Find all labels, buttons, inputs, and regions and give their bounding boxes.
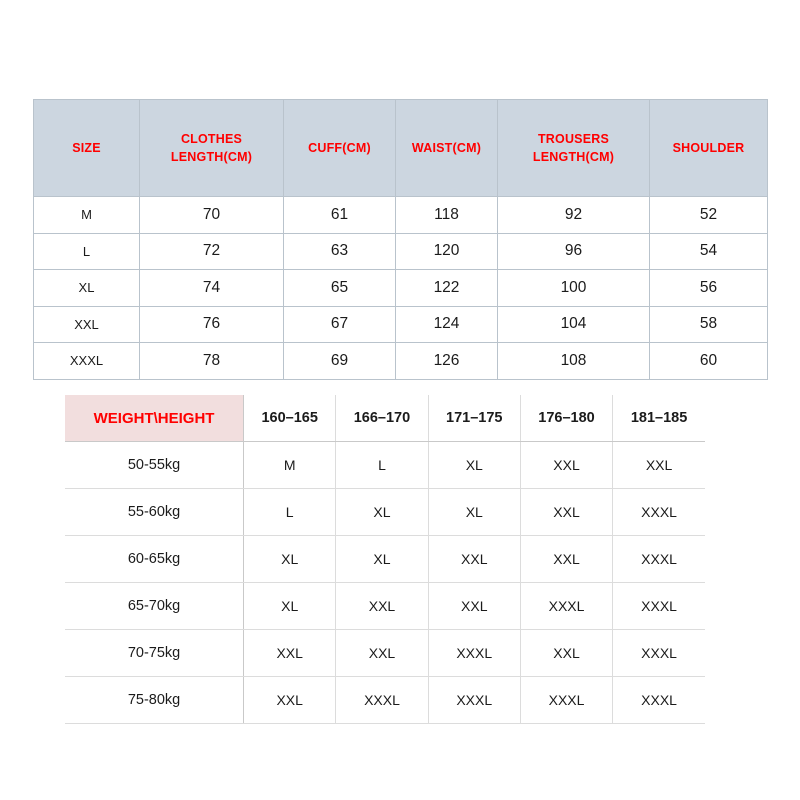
row-header-weight: 60-65kg: [65, 536, 244, 583]
column-header-trousers-length: TROUSERS LENGTH(CM): [498, 100, 650, 197]
cell-size: XL: [336, 536, 428, 583]
size-chart-table: [65, 395, 705, 724]
cell-trousers-length: 100: [498, 270, 650, 307]
cell-size: XXXL: [428, 630, 520, 677]
column-header-cuff: CUFF(CM): [284, 100, 396, 197]
cell-cuff: 65: [284, 270, 396, 307]
row-header-weight: 55-60kg: [65, 489, 244, 536]
cell-size: XXXL: [613, 630, 705, 677]
cell-size: XL: [336, 489, 428, 536]
cell-size: XXXL: [34, 343, 140, 380]
row-header-weight: 70-75kg: [65, 630, 244, 677]
cell-waist: 120: [396, 233, 498, 270]
table-row: [34, 270, 768, 307]
measurement-table-container: [33, 99, 767, 380]
cell-cuff: 61: [284, 197, 396, 234]
cell-size: XXL: [520, 630, 612, 677]
table-row: [34, 197, 768, 234]
cell-size: XXL: [428, 536, 520, 583]
cell-size: XL: [244, 536, 336, 583]
column-header-clothes-length: CLOTHES LENGTH(CM): [140, 100, 284, 197]
cell-trousers-length: 92: [498, 197, 650, 234]
cell-trousers-length: 96: [498, 233, 650, 270]
cell-size: XXL: [244, 677, 336, 724]
cell-waist: 126: [396, 343, 498, 380]
cell-size: XXL: [336, 583, 428, 630]
cell-cuff: 67: [284, 306, 396, 343]
table-row: [65, 677, 705, 724]
size-chart-header: [65, 395, 705, 442]
column-header-height-166-170: 166–170: [336, 395, 428, 442]
cell-shoulder: 60: [650, 343, 768, 380]
column-header-height-160-165: 160–165: [244, 395, 336, 442]
cell-clothes-length: 76: [140, 306, 284, 343]
table-row: [65, 442, 705, 489]
column-header-weight-height: WEIGHT\HEIGHT: [65, 395, 244, 442]
cell-size: XXXL: [613, 583, 705, 630]
table-row: [34, 306, 768, 343]
cell-size: M: [34, 197, 140, 234]
table-row: [34, 233, 768, 270]
cell-size: XXXL: [428, 677, 520, 724]
cell-size: XXL: [520, 536, 612, 583]
cell-clothes-length: 72: [140, 233, 284, 270]
column-header-height-171-175: 171–175: [428, 395, 520, 442]
cell-size: XXL: [336, 630, 428, 677]
cell-size: XXXL: [520, 583, 612, 630]
table-row: [65, 489, 705, 536]
cell-size: L: [336, 442, 428, 489]
cell-size: L: [34, 233, 140, 270]
cell-size: XXL: [520, 489, 612, 536]
column-header-height-176-180: 176–180: [520, 395, 612, 442]
table-row: [65, 630, 705, 677]
cell-size: XL: [428, 489, 520, 536]
cell-size: M: [244, 442, 336, 489]
cell-clothes-length: 70: [140, 197, 284, 234]
cell-waist: 122: [396, 270, 498, 307]
cell-clothes-length: 74: [140, 270, 284, 307]
cell-size: XXXL: [613, 489, 705, 536]
table-header-row: [34, 100, 768, 197]
cell-shoulder: 56: [650, 270, 768, 307]
row-header-weight: 50-55kg: [65, 442, 244, 489]
table-row: [34, 343, 768, 380]
cell-size: XXL: [34, 306, 140, 343]
cell-cuff: 69: [284, 343, 396, 380]
cell-size: XXXL: [613, 677, 705, 724]
column-header-size: SIZE: [34, 100, 140, 197]
cell-shoulder: 52: [650, 197, 768, 234]
cell-cuff: 63: [284, 233, 396, 270]
cell-shoulder: 58: [650, 306, 768, 343]
cell-size: XXXL: [336, 677, 428, 724]
cell-size: XL: [34, 270, 140, 307]
cell-size: XXL: [613, 442, 705, 489]
column-header-shoulder: SHOULDER: [650, 100, 768, 197]
table-row: [65, 536, 705, 583]
size-chart-container: [65, 395, 705, 724]
cell-size: XL: [428, 442, 520, 489]
table-header-row: [65, 395, 705, 442]
cell-trousers-length: 104: [498, 306, 650, 343]
measurement-table: [33, 99, 768, 380]
size-chart-body: [65, 442, 705, 724]
cell-size: XXL: [428, 583, 520, 630]
row-header-weight: 65-70kg: [65, 583, 244, 630]
column-header-waist: WAIST(CM): [396, 100, 498, 197]
cell-waist: 118: [396, 197, 498, 234]
row-header-weight: 75-80kg: [65, 677, 244, 724]
cell-clothes-length: 78: [140, 343, 284, 380]
measurement-table-body: [34, 197, 768, 380]
cell-size: L: [244, 489, 336, 536]
cell-size: XXL: [520, 442, 612, 489]
cell-shoulder: 54: [650, 233, 768, 270]
cell-size: XXL: [244, 630, 336, 677]
measurement-table-header: [34, 100, 768, 197]
cell-size: XXXL: [520, 677, 612, 724]
table-row: [65, 583, 705, 630]
cell-size: XXXL: [613, 536, 705, 583]
cell-trousers-length: 108: [498, 343, 650, 380]
column-header-height-181-185: 181–185: [613, 395, 705, 442]
cell-waist: 124: [396, 306, 498, 343]
cell-size: XL: [244, 583, 336, 630]
